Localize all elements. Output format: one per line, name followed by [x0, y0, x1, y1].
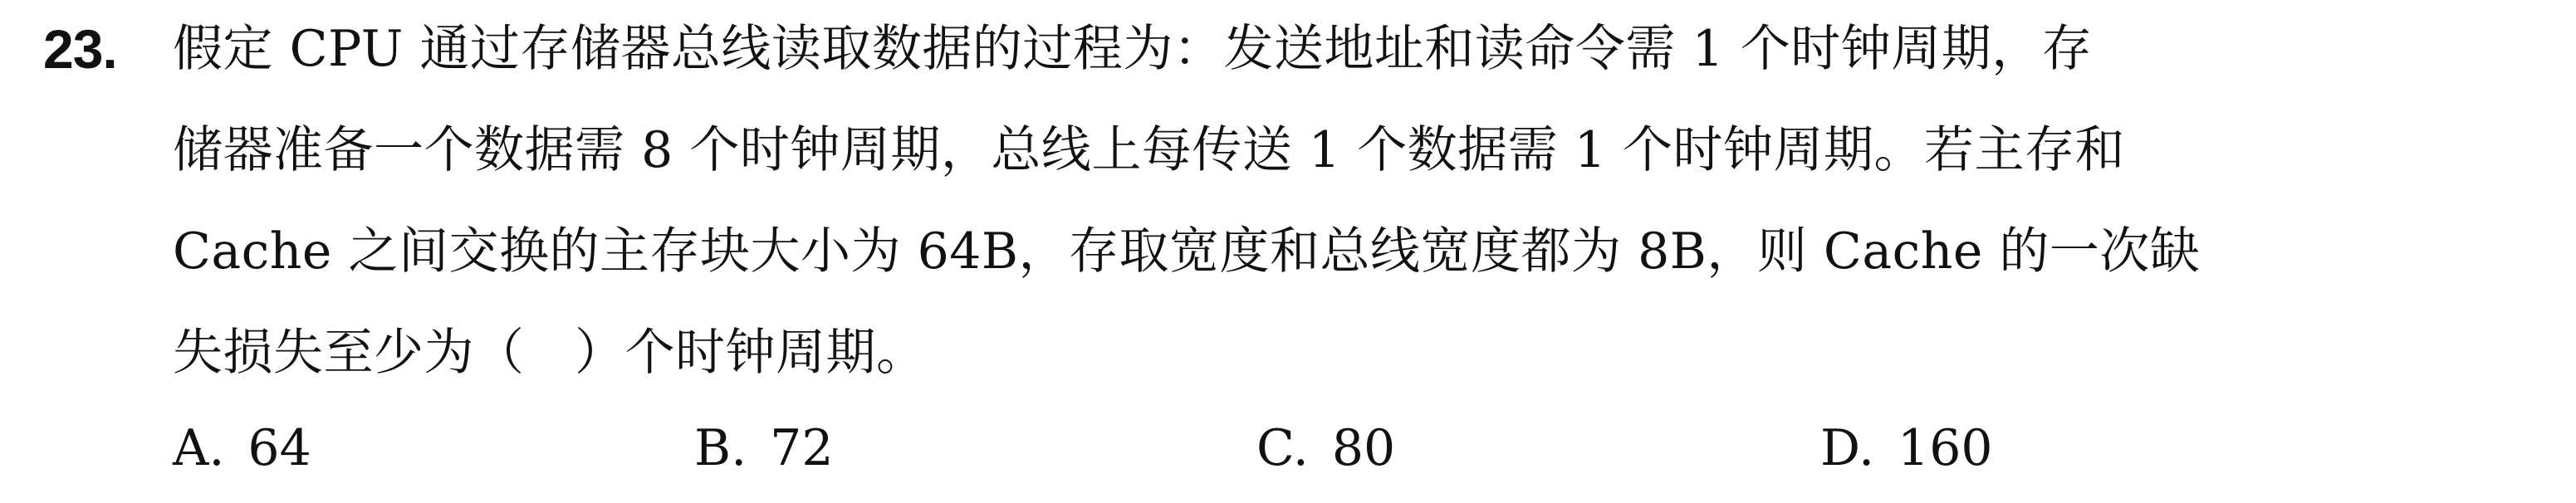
option-c-label: C.	[1256, 419, 1309, 477]
option-a-label: A.	[173, 419, 225, 477]
option-d-label: D.	[1820, 419, 1875, 477]
question-stem-line-2: 储器准备一个数据需 8 个时钟周期，总线上每传送 1 个数据需 1 个时钟周期。若主存和	[173, 121, 2125, 179]
option-c	[1256, 411, 1395, 486]
option-d	[1820, 411, 1993, 486]
question-stem-line-3: Cache 之间交换的主存块大小为 64B，存取宽度和总线宽度都为 8B，则 Cache 的一次缺	[173, 222, 2201, 281]
question-number: 23.	[43, 18, 117, 80]
option-c-value: 80	[1331, 419, 1396, 477]
option-d-value: 160	[1898, 419, 1993, 477]
option-b-value: 72	[770, 419, 834, 477]
question-stem-line-1: 假定 CPU 通过存储器总线读取数据的过程为：发送地址和读命令需 1 个时钟周期，存	[173, 20, 2093, 78]
option-a-value: 64	[247, 419, 311, 477]
option-b	[694, 411, 834, 486]
option-b-label: B.	[694, 419, 747, 477]
option-a	[173, 411, 311, 486]
question-stem-line-4: 失损失至少为（ ）个时钟周期。	[173, 324, 927, 382]
